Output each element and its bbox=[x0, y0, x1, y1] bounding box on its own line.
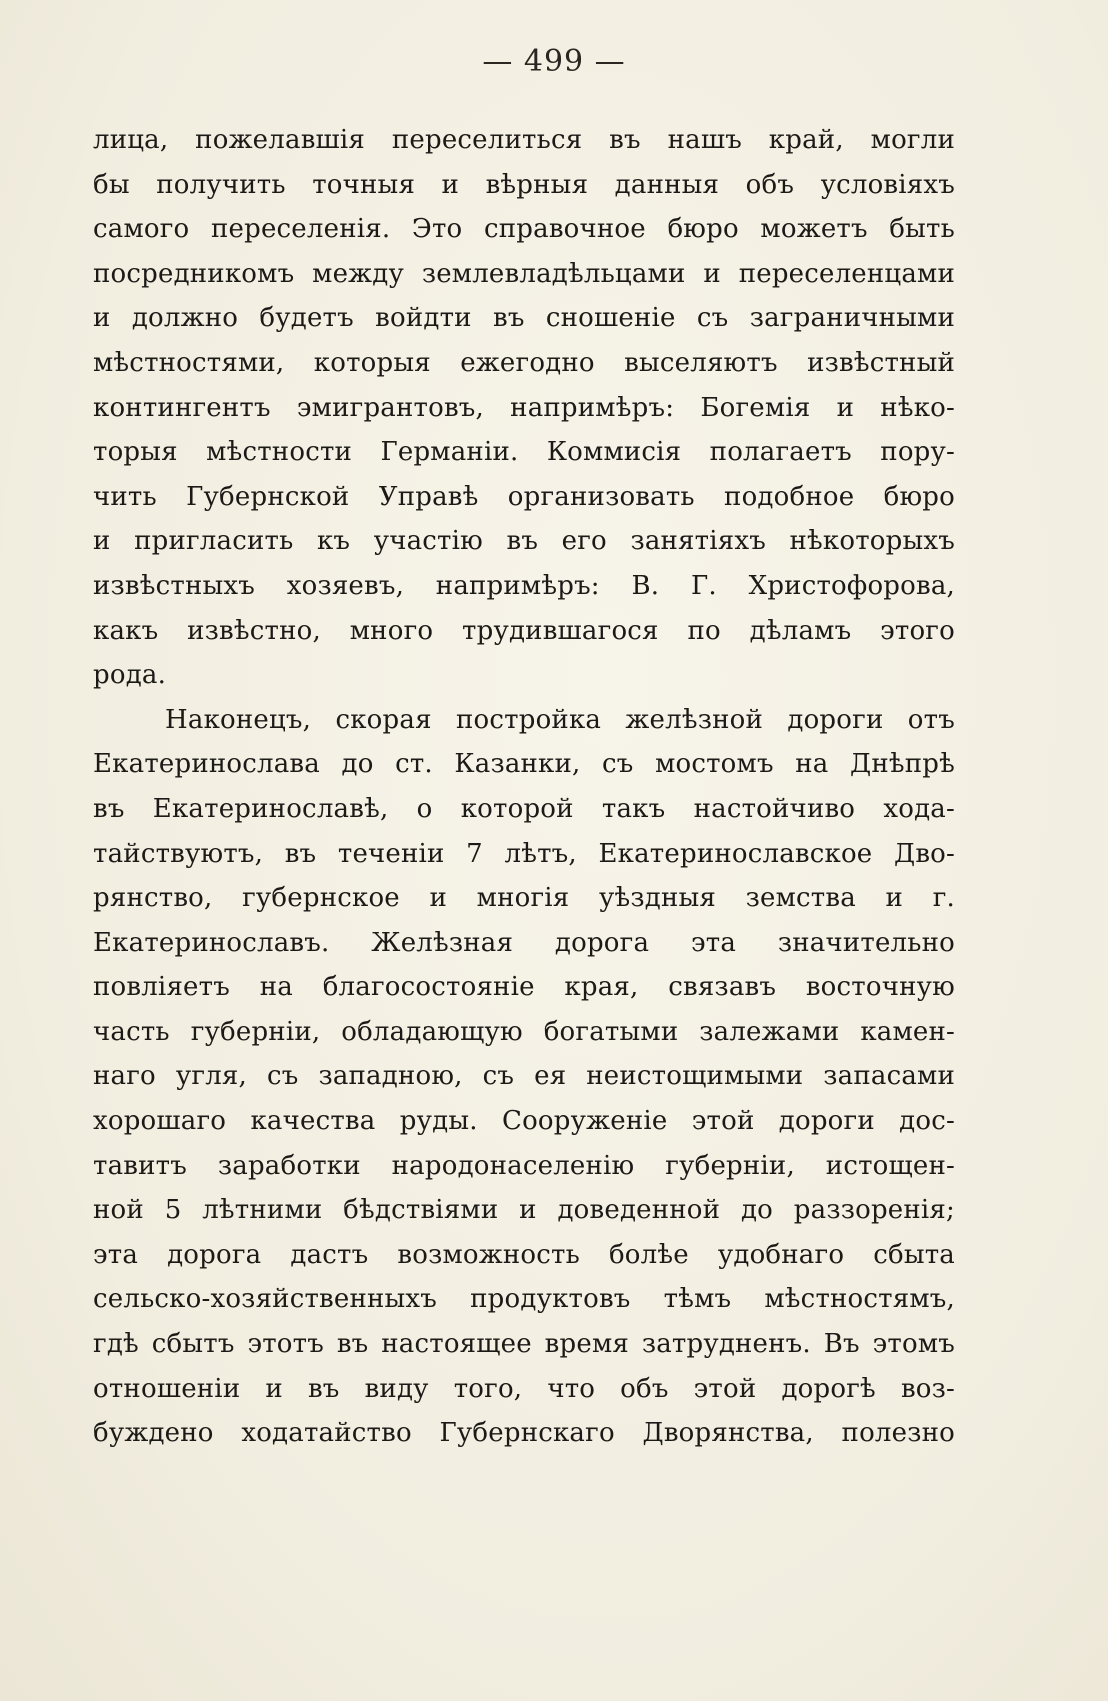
text-line: извѣстныхъ хозяевъ, напримѣръ: В. Г. Христофорова, bbox=[93, 570, 955, 601]
text-line: чить Губернской Управѣ организовать подобное бюро bbox=[93, 481, 955, 512]
text-line: Екатеринославъ. Желѣзная дорога эта значительно bbox=[93, 927, 955, 958]
text-line: рянство, губернское и многія уѣздныя земства и г. bbox=[93, 883, 955, 914]
text-line: торыя мѣстности Германіи. Коммисія полагаетъ пору- bbox=[93, 437, 955, 468]
text-line: рода. bbox=[93, 660, 167, 691]
text-line: посредникомъ между землевладѣльцами и переселенцами bbox=[93, 258, 955, 289]
text-line: сельско-хозяйственныхъ продуктовъ тѣмъ мѣстностямъ, bbox=[93, 1284, 955, 1315]
text-line: лица, пожелавшія переселиться въ нашъ край, могли bbox=[93, 125, 955, 155]
text-line: отношеніи и въ виду того, что объ этой дорогѣ воз- bbox=[93, 1373, 955, 1404]
text-line: самого переселенія. Это справочное бюро можетъ быть bbox=[93, 214, 955, 245]
text-line: гдѣ сбытъ этотъ въ настоящее время затрудненъ. Въ этомъ bbox=[93, 1329, 955, 1360]
text-line: буждено ходатайство Губернскаго Дворянства, полезно bbox=[93, 1418, 955, 1449]
text-line: ной 5 лѣтними бѣдствіями и доведенной до раззоренія; bbox=[93, 1195, 955, 1226]
text-line: хорошаго качества руды. Сооруженіе этой дороги дос- bbox=[93, 1106, 955, 1137]
paragraph-2 bbox=[93, 698, 955, 1456]
text-line: часть губерніи, обладающую богатыми залежами камен- bbox=[93, 1016, 955, 1047]
text-line: Наконецъ, скорая постройка желѣзной дороги отъ bbox=[165, 704, 955, 735]
text-line: мѣстностями, которыя ежегодно выселяютъ извѣстный bbox=[93, 347, 955, 378]
text-line: тайствуютъ, въ теченіи 7 лѣтъ, Екатеринославское Дво- bbox=[93, 838, 955, 869]
text-line: наго угля, съ западною, съ ея неистощимыми запасами bbox=[93, 1061, 955, 1092]
text-line: Екатеринослава до ст. Казанки, съ мостомъ на Днѣпрѣ bbox=[93, 749, 955, 780]
page-number: — 499 — bbox=[482, 44, 626, 79]
text-line: въ Екатеринославѣ, о которой такъ настойчиво хода- bbox=[93, 793, 955, 824]
text-line: контингентъ эмигрантовъ, напримѣръ: Богемія и нѣко- bbox=[93, 392, 955, 423]
body-text bbox=[93, 118, 955, 1456]
text-line: и должно будетъ войдти въ сношеніе съ заграничными bbox=[93, 303, 955, 334]
text-line: повліяетъ на благосостояніе края, связавъ восточную bbox=[93, 972, 955, 1003]
text-line: бы получить точныя и вѣрныя данныя объ условіяхъ bbox=[93, 169, 955, 200]
text-line: и пригласить къ участію въ его занятіяхъ нѣкоторыхъ bbox=[93, 526, 955, 557]
paragraph-1 bbox=[93, 118, 955, 698]
text-line: какъ извѣстно, много трудившагося по дѣламъ этого bbox=[93, 615, 955, 646]
text-line: эта дорога дастъ возможность болѣе удобнаго сбыта bbox=[93, 1239, 955, 1270]
text-line: тавитъ заработки народонаселенію губерніи, истощен- bbox=[93, 1150, 955, 1181]
